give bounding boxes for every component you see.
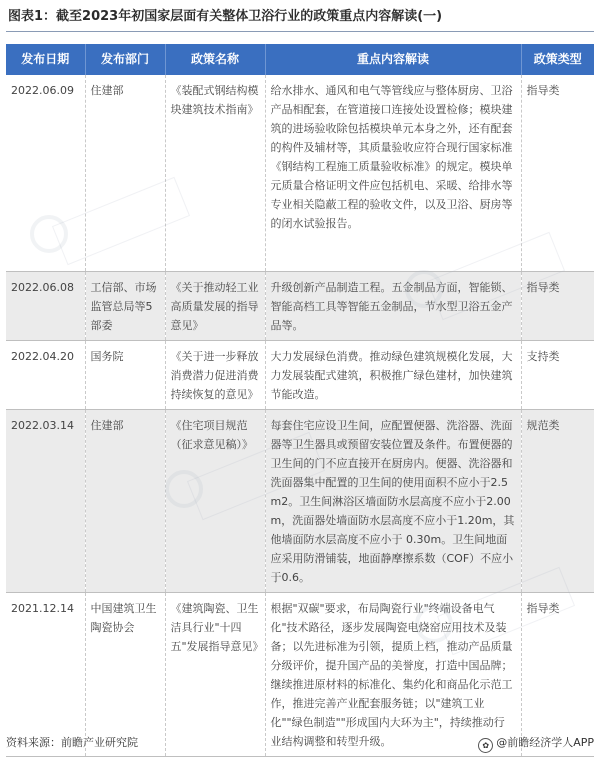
table-row (6, 592, 594, 756)
row-policy-name: 《住宅项目规范（征求意见稿）》 (165, 409, 265, 592)
header-policy-type: 政策类型 (521, 44, 594, 75)
brand-logo-icon: ✿ (478, 738, 493, 753)
row-policy-type: 指导类 (521, 271, 594, 340)
row-policy-name: 《装配式钢结构模块建筑技术指南》 (165, 75, 265, 271)
title-divider (6, 31, 594, 32)
row-policy-type: 指导类 (521, 75, 594, 271)
source-note: 资料来源：前瞻产业研究院 (6, 736, 138, 749)
policy-table (6, 44, 594, 757)
row-policy-type: 规范类 (521, 409, 594, 592)
header-date: 发布日期 (6, 44, 85, 75)
table-row (6, 340, 594, 409)
header-department: 发布部门 (85, 44, 165, 75)
row-key-content: 根据"双碳"要求，布局陶瓷行业"终端设备电气化"技术路径，逐步发展陶瓷电烧窑应用技术及装备；以先进标准为引领，提质上档，推动产品质量分级评价，提升国产品的美誉度，打造中国品牌；继续推进原材料的标准化、集约化和商品化示范工作，推进完善产业配套服务链；以"建筑工业化""绿色制造""形成国内大环为主"，持续推动行业结构调整和转型升级。 (265, 592, 521, 756)
row-policy-type: 支持类 (521, 340, 594, 409)
row-policy-name: 《关于推动轻工业高质量发展的指导意见》 (165, 271, 265, 340)
row-key-content: 升级创新产品制造工程。五金制品方面，智能锁、智能高档工具等智能五金制品，节水型卫浴五金产品等。 (265, 271, 521, 340)
row-department: 工信部、市场监管总局等5部委 (85, 271, 165, 340)
row-date: 2022.03.14 (6, 409, 85, 592)
row-date: 2022.06.09 (6, 75, 85, 271)
table-row (6, 409, 594, 592)
brand-label: @前瞻经济学人APP (496, 736, 594, 749)
table-row (6, 75, 594, 271)
chart-title: 图表1：截至2023年初国家层面有关整体卫浴行业的政策重点内容解读(一) (8, 9, 443, 24)
row-key-content: 每套住宅应设卫生间，应配置便器、洗浴器、洗面器等卫生器具或预留安装位置及条件。布置便器的卫生间的门不应直接开在厨房内。便器、洗浴器和洗面器集中配置的卫生间的使用面积不应小于2.5m2。卫生间淋浴区墙面防水层高度不应小于2.00m，洗面器处墙面防水层高度不应小于1.20m，其他墙面防水层高度不应小于 0.30m。卫生间地面应采用防滑铺装，地面静摩擦系数（COF）不应小于0.6。 (265, 409, 521, 592)
row-department: 中国建筑卫生陶瓷协会 (85, 592, 165, 756)
footer (6, 734, 594, 752)
table-row (6, 271, 594, 340)
row-date: 2021.12.14 (6, 592, 85, 756)
row-policy-name: 《建筑陶瓷、卫生洁具行业"十四五"发展指导意见》 (165, 592, 265, 756)
row-date: 2022.04.20 (6, 340, 85, 409)
row-department: 国务院 (85, 340, 165, 409)
row-department: 住建部 (85, 409, 165, 592)
row-department: 住建部 (85, 75, 165, 271)
row-key-content: 给水排水、通风和电气等管线应与整体厨房、卫浴产品相配套，在管道接口连接处设置检修；模块建筑的进场验收除包括模块单元本身之外，还有配套的构件及辅材等，其质量验收应符合现行国家标准《钢结构工程施工质量验收标准》的规定。模块单元质量合格证明文件应包括机电、采暖、给排水等专业相关隐蔽工程的验收文件，以及卫浴、厨房等的闭水试验报告。 (265, 75, 521, 271)
row-date: 2022.06.08 (6, 271, 85, 340)
header-policy-name: 政策名称 (165, 44, 265, 75)
row-key-content: 大力发展绿色消费。推动绿色建筑规模化发展，大力发展装配式建筑，积极推广绿色建材，加快建筑节能改造。 (265, 340, 521, 409)
brand-credit (478, 734, 594, 753)
row-policy-name: 《关于进一步释放消费潜力促进消费持续恢复的意见》 (165, 340, 265, 409)
header-key-content: 重点内容解读 (265, 44, 521, 75)
table-header-row (6, 44, 594, 75)
row-policy-type: 指导类 (521, 592, 594, 756)
